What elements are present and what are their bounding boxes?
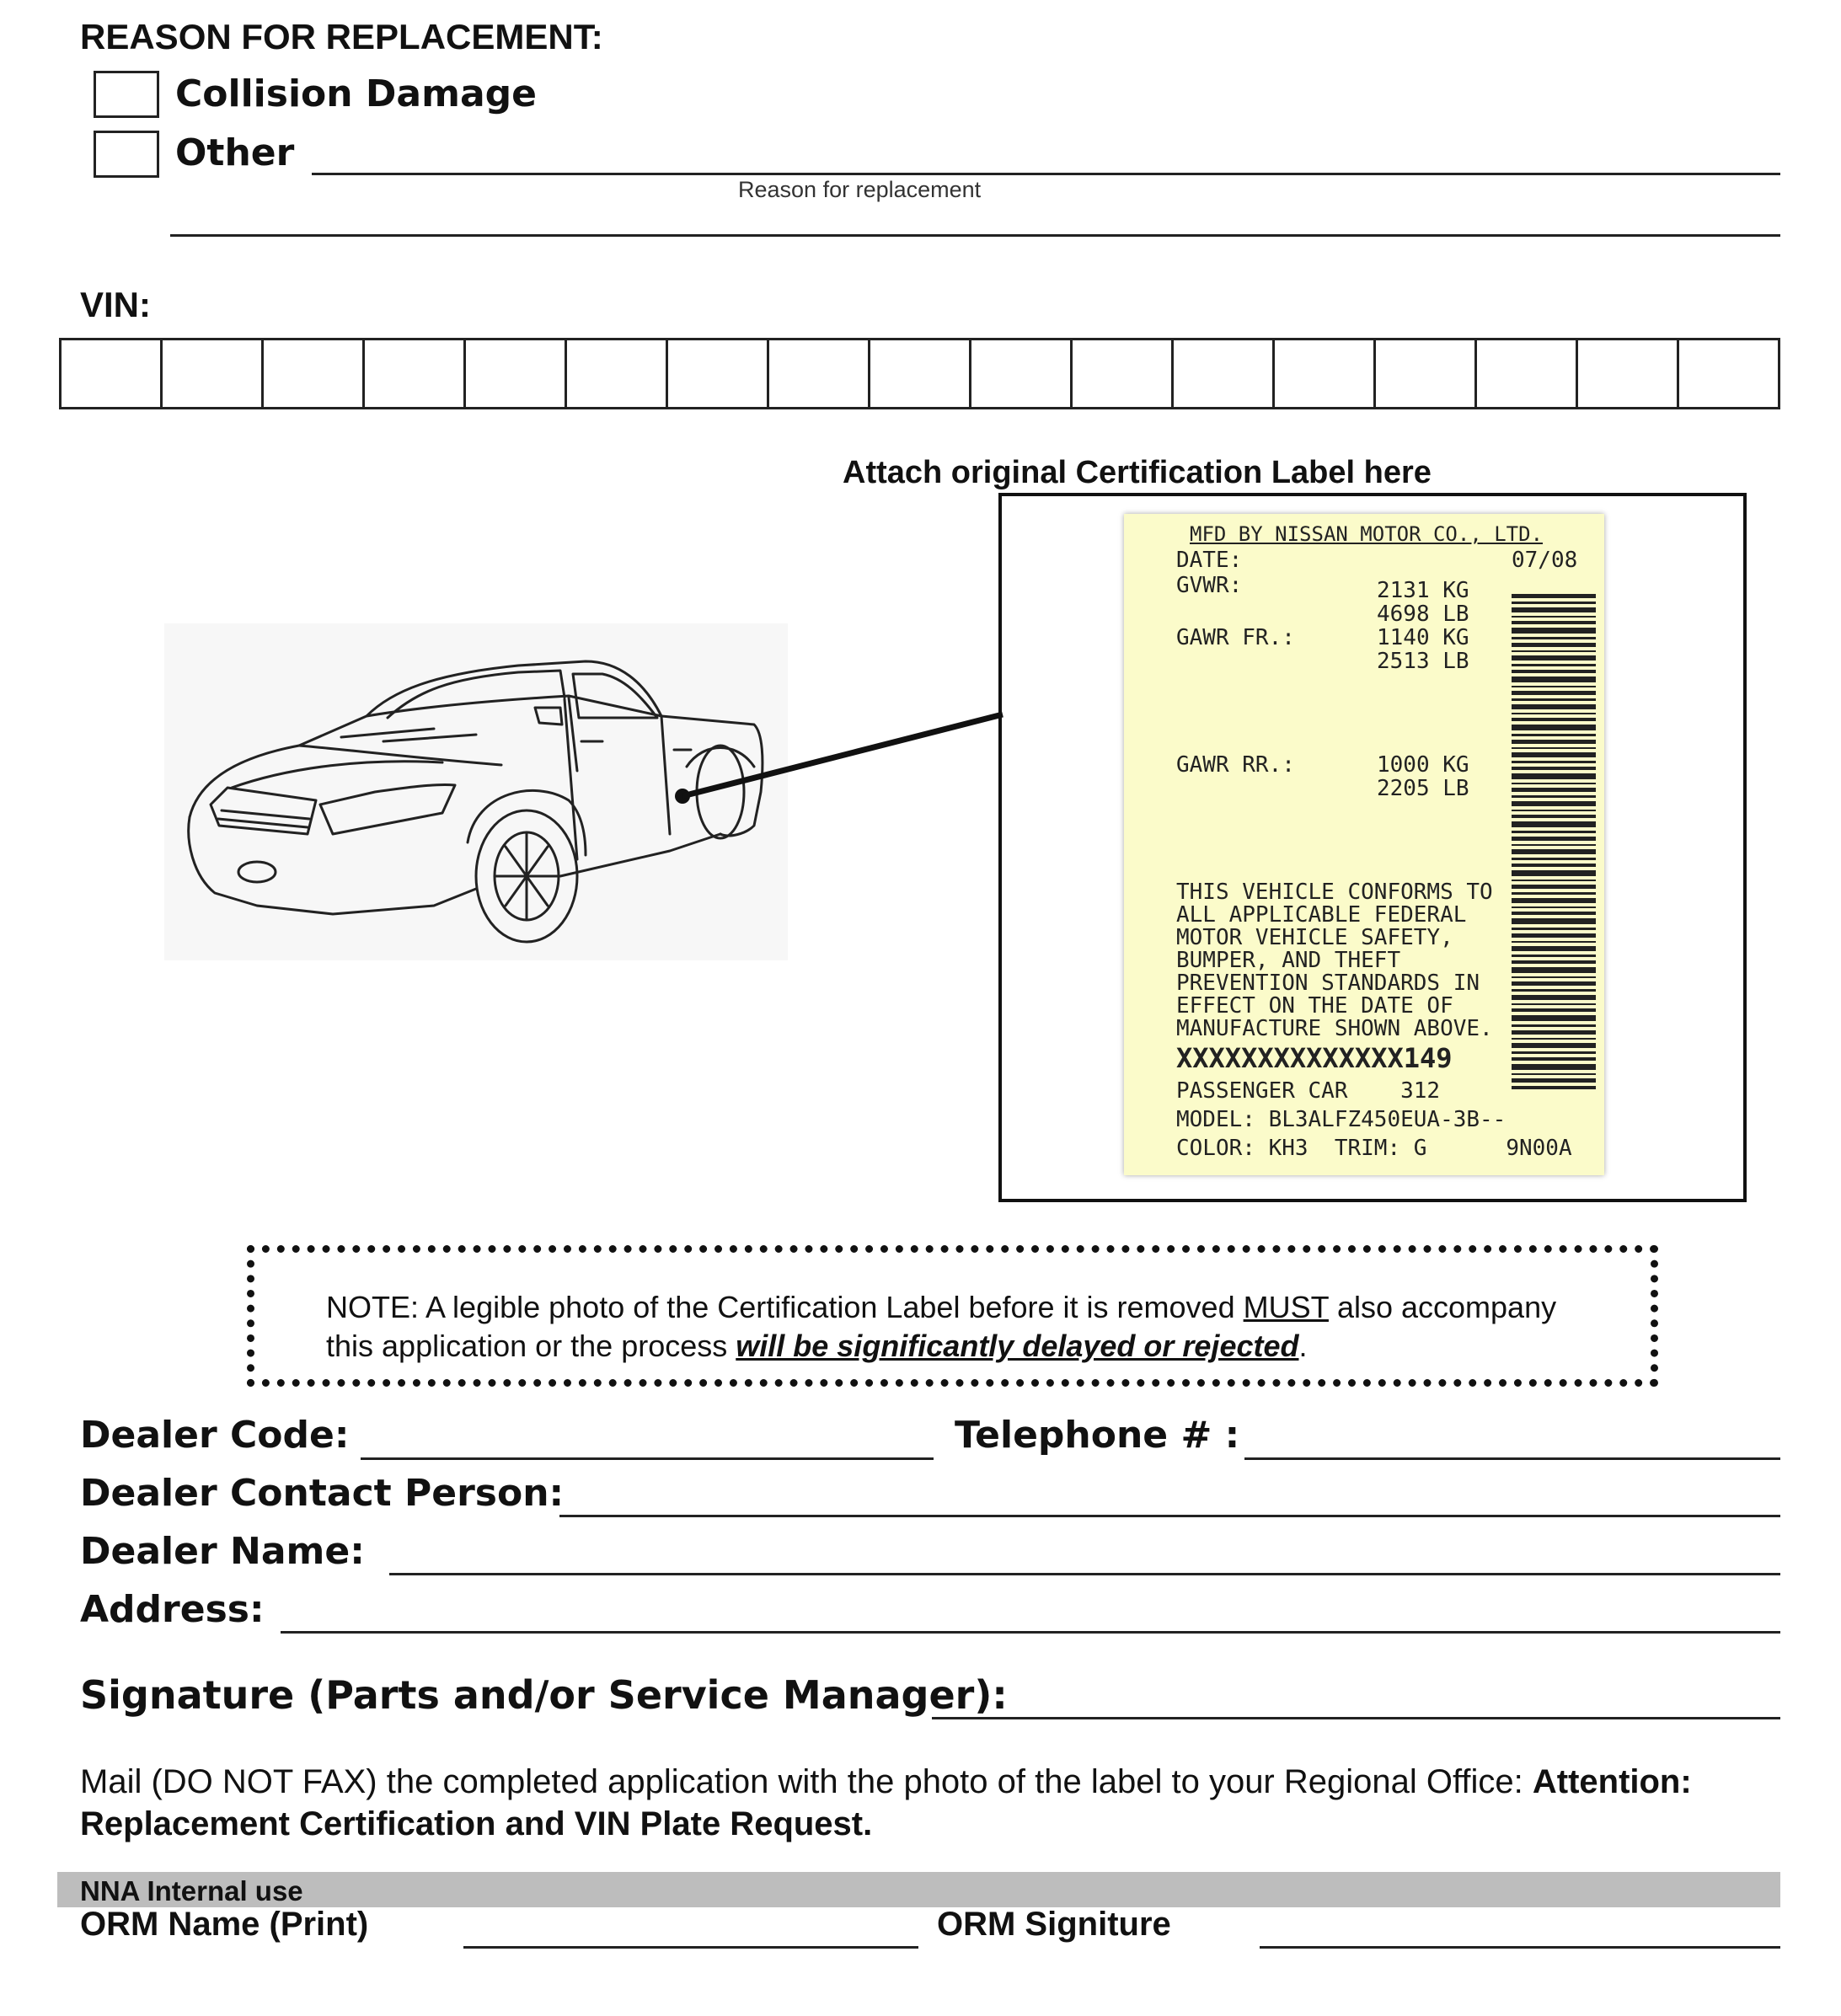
label-conformity-line: MANUFACTURE SHOWN ABOVE. xyxy=(1176,1016,1493,1041)
label-vehicle-type: PASSENGER CAR 312 xyxy=(1176,1078,1441,1104)
signature-label: Signature (Parts and/or Service Manager): xyxy=(80,1672,1008,1718)
note-must: MUST xyxy=(1243,1290,1329,1324)
dealer-code-label: Dealer Code: xyxy=(80,1414,350,1457)
vin-cell[interactable] xyxy=(1376,340,1477,407)
telephone-field[interactable] xyxy=(1244,1457,1780,1460)
mail-attention: Attention: xyxy=(1532,1763,1692,1800)
vin-cell[interactable] xyxy=(567,340,668,407)
vin-cell[interactable] xyxy=(668,340,769,407)
dealer-name-field[interactable] xyxy=(389,1573,1780,1575)
address-label: Address: xyxy=(80,1588,265,1631)
vin-grid xyxy=(59,338,1780,409)
label-color: COLOR: KH3 TRIM: G 9N00A xyxy=(1176,1136,1572,1161)
other-checkbox[interactable] xyxy=(94,131,159,178)
certification-label-image xyxy=(1124,514,1604,1175)
note-box xyxy=(247,1245,1658,1387)
other-reason-line[interactable] xyxy=(312,173,1780,175)
note-emphasis: will be significantly delayed or rejected xyxy=(736,1329,1299,1363)
certification-label-box xyxy=(998,493,1747,1202)
certification-heading: Attach original Certification Label here xyxy=(843,455,1432,490)
vin-cell[interactable] xyxy=(769,340,870,407)
label-gvwr-kg: 2131 KG xyxy=(1377,578,1469,603)
label-gawr-fr: GAWR FR.: xyxy=(1176,625,1295,650)
address-field[interactable] xyxy=(281,1631,1780,1634)
label-gawr-rr-kg: 1000 KG xyxy=(1377,752,1469,778)
label-conformity-line: THIS VEHICLE CONFORMS TO xyxy=(1176,880,1493,905)
label-conformity-line: PREVENTION STANDARDS IN xyxy=(1176,971,1480,996)
dealer-name-label: Dealer Name: xyxy=(80,1530,365,1573)
dealer-contact-field[interactable] xyxy=(559,1515,1780,1517)
collision-damage-label: Collision Damage xyxy=(175,72,537,115)
vin-cell[interactable] xyxy=(870,340,971,407)
vin-cell[interactable] xyxy=(466,340,567,407)
other-label: Other xyxy=(175,131,295,174)
note-text xyxy=(326,1288,1590,1366)
reason-heading: REASON FOR REPLACEMENT: xyxy=(80,17,603,56)
dealer-contact-label: Dealer Contact Person: xyxy=(80,1472,565,1515)
telephone-label: Telephone # : xyxy=(955,1414,1240,1457)
vin-cell[interactable] xyxy=(971,340,1073,407)
label-date: DATE: xyxy=(1176,548,1243,573)
label-date-value: 07/08 xyxy=(1512,548,1578,573)
label-conformity-line: ALL APPLICABLE FEDERAL xyxy=(1176,902,1467,928)
vin-cell[interactable] xyxy=(1477,340,1578,407)
reason-second-line[interactable] xyxy=(170,234,1780,237)
vin-cell[interactable] xyxy=(1275,340,1376,407)
label-gvwr: GVWR: xyxy=(1176,573,1243,598)
vin-cell[interactable] xyxy=(163,340,264,407)
vin-cell[interactable] xyxy=(62,340,163,407)
label-conformity-line: MOTOR VEHICLE SAFETY, xyxy=(1176,925,1453,950)
orm-name-label: ORM Name (Print) xyxy=(80,1906,369,1943)
vin-cell[interactable] xyxy=(1679,340,1780,407)
label-pointer-line xyxy=(674,708,1011,809)
collision-damage-checkbox[interactable] xyxy=(94,71,159,118)
orm-signature-label: ORM Signiture xyxy=(937,1906,1171,1943)
vin-cell[interactable] xyxy=(1578,340,1679,407)
vin-cell[interactable] xyxy=(1073,340,1174,407)
label-gawr-rr: GAWR RR.: xyxy=(1176,752,1295,778)
label-conformity-line: BUMPER, AND THEFT xyxy=(1176,948,1401,973)
dealer-code-field[interactable] xyxy=(361,1457,934,1460)
vin-cell[interactable] xyxy=(264,340,365,407)
mail-text: Mail (DO NOT FAX) the completed application with the photo of the label to your Regional Office: xyxy=(80,1763,1533,1800)
label-conformity-line: EFFECT ON THE DATE OF xyxy=(1176,993,1453,1019)
vin-cell[interactable] xyxy=(1174,340,1275,407)
label-vin-line: XXXXXXXXXXXXXX149 xyxy=(1176,1042,1453,1074)
orm-signature-field[interactable] xyxy=(1260,1946,1780,1949)
note-suffix: . xyxy=(1298,1329,1308,1363)
label-maker: MFD BY NISSAN MOTOR CO., LTD. xyxy=(1190,522,1544,546)
orm-name-field[interactable] xyxy=(463,1946,918,1949)
vin-label: VIN: xyxy=(80,285,151,324)
label-barcode xyxy=(1512,594,1596,1091)
note-mid: also accompany this application or the process xyxy=(326,1290,1557,1363)
note-prefix: NOTE: A legible photo of the Certification Label before it is removed xyxy=(326,1290,1244,1324)
signature-field[interactable] xyxy=(932,1717,1780,1719)
mail-instructions xyxy=(80,1761,1790,1845)
label-gawr-fr-lb: 2513 LB xyxy=(1377,649,1469,674)
label-model: MODEL: BL3ALFZ450EUA-3B-- xyxy=(1176,1107,1507,1132)
label-gawr-fr-kg: 1140 KG xyxy=(1377,625,1469,650)
internal-use-bar xyxy=(57,1872,1780,1907)
reason-line-caption: Reason for replacement xyxy=(738,177,982,202)
internal-use-label: NNA Internal use xyxy=(80,1875,303,1906)
mail-request: Replacement Certification and VIN Plate Request. xyxy=(80,1805,873,1842)
label-gvwr-lb: 4698 LB xyxy=(1377,602,1469,627)
vin-cell[interactable] xyxy=(365,340,466,407)
label-gawr-rr-lb: 2205 LB xyxy=(1377,776,1469,801)
